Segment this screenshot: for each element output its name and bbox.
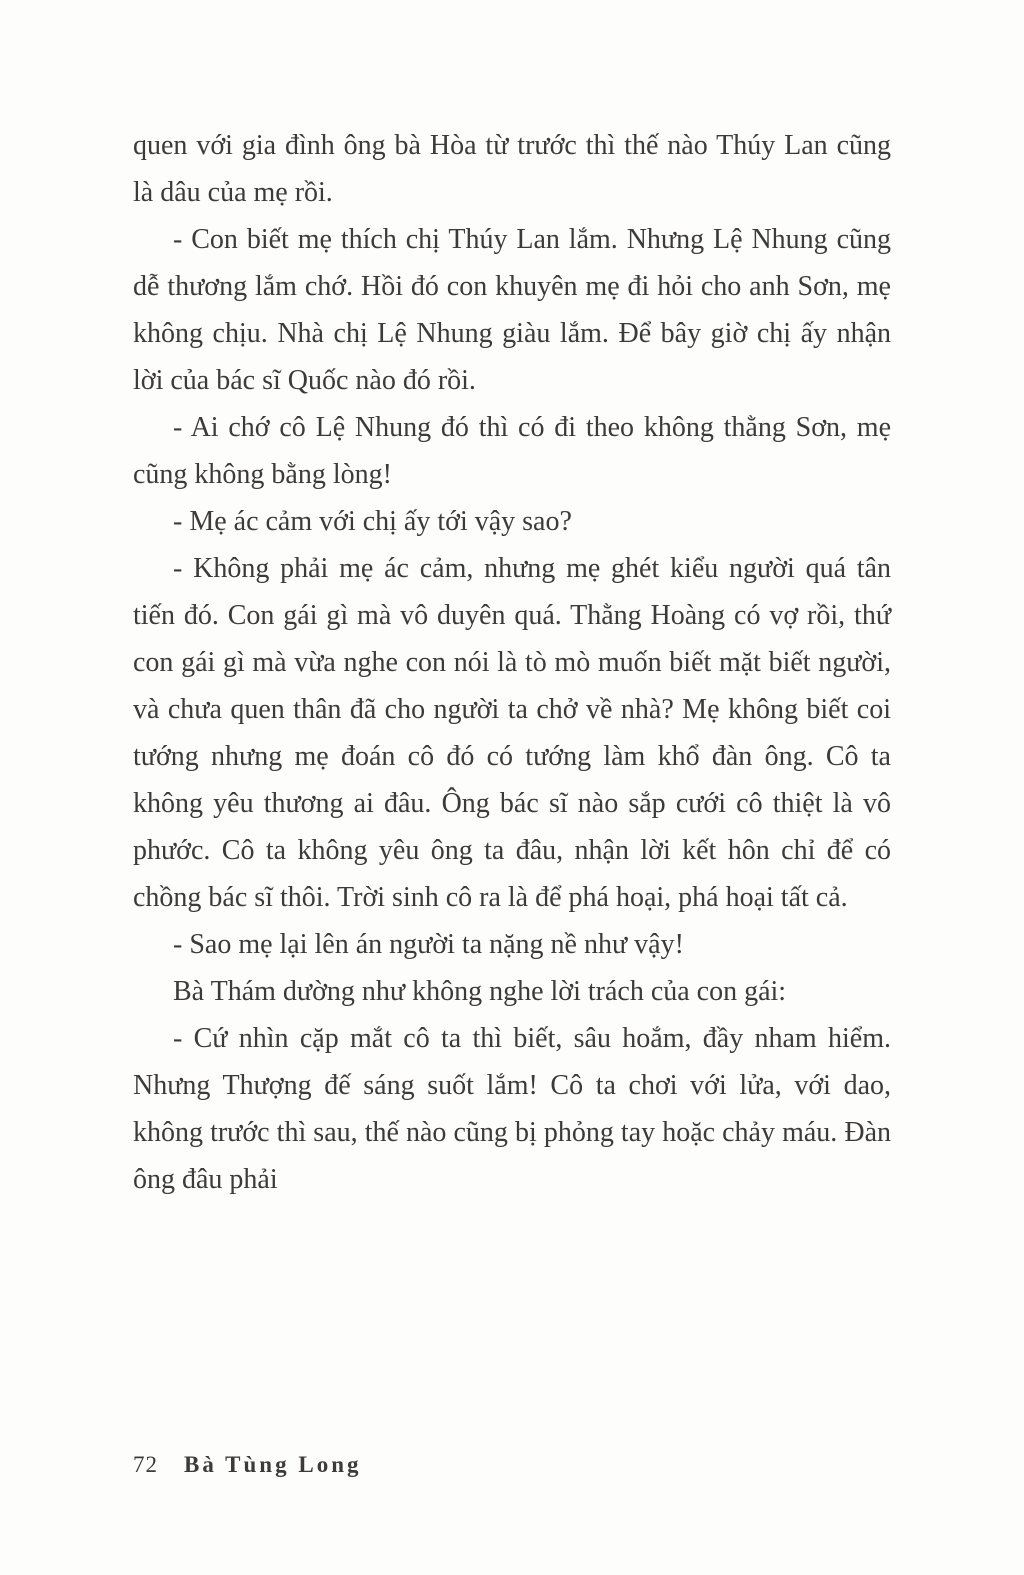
page-footer [133, 1452, 361, 1478]
paragraph: - Con biết mẹ thích chị Thúy Lan lắm. Nhưng Lệ Nhung cũng dễ thương lắm chớ. Hồi đó con khuyên mẹ đi hỏi cho anh Sơn, mẹ không chịu. Nhà chị Lệ Nhung giàu lắm. Để bây giờ chị ấy nhận lời của bác sĩ Quốc nào đó rồi. [133, 224, 891, 396]
book-title: Bà Tùng Long [184, 1452, 362, 1477]
page-text [133, 122, 891, 1203]
paragraph: - Cứ nhìn cặp mắt cô ta thì biết, sâu hoắm, đầy nham hiểm. Nhưng Thượng đế sáng suốt lắm! Cô ta chơi với lửa, với dao, không trước thì sau, thế nào cũng bị phỏng tay hoặc chảy máu. Đàn ông đâu phải [133, 1023, 891, 1195]
paragraph: - Mẹ ác cảm với chị ấy tới vậy sao? [173, 506, 572, 537]
page-number: 72 [133, 1452, 158, 1477]
paragraph: - Ai chớ cô Lệ Nhung đó thì có đi theo không thằng Sơn, mẹ cũng không bằng lòng! [133, 412, 891, 490]
paragraph: quen với gia đình ông bà Hòa từ trước thì thế nào Thúy Lan cũng là dâu của mẹ rồi. [133, 130, 891, 208]
paragraph: - Không phải mẹ ác cảm, nhưng mẹ ghét kiểu người quá tân tiến đó. Con gái gì mà vô duyên quá. Thằng Hoàng có vợ rồi, thứ con gái gì mà vừa nghe con nói là tò mò muốn biết mặt biết người, và chưa quen thân đã cho người ta chở về nhà? Mẹ không biết coi tướng nhưng mẹ đoán cô đó có tướng làm khổ đàn ông. Cô ta không yêu thương ai đâu. Ông bác sĩ nào sắp cưới cô thiệt là vô phước. Cô ta không yêu ông ta đâu, nhận lời kết hôn chỉ để có chồng bác sĩ thôi. Trời sinh cô ra là để phá hoại, phá hoại tất cả. [133, 553, 891, 913]
paragraph: Bà Thám dường như không nghe lời trách của con gái: [173, 976, 787, 1007]
paragraph: - Sao mẹ lại lên án người ta nặng nề như vậy! [173, 929, 684, 960]
